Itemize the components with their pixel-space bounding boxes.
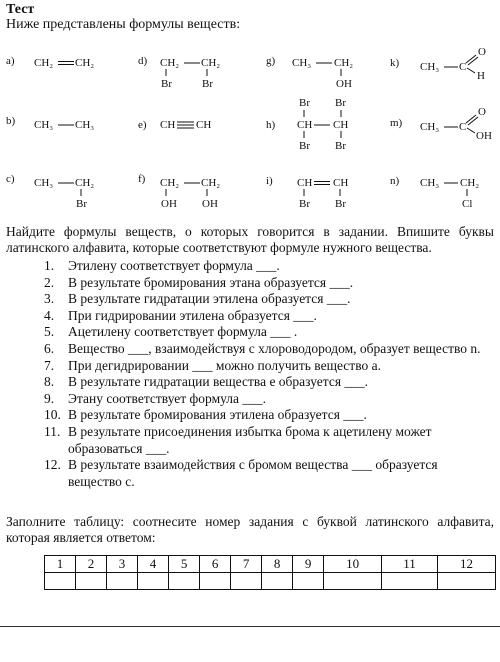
formula-group: Br <box>299 97 310 109</box>
table-header-cell: 8 <box>262 556 293 573</box>
formula-label: k) <box>390 57 400 69</box>
table-header-cell: 12 <box>438 556 496 573</box>
formula-k <box>390 46 486 82</box>
task-text: При дегидрировании ___ можно получить вещество a. <box>68 357 381 373</box>
task-number: 8. <box>44 374 55 390</box>
formula-group: Br <box>335 97 346 109</box>
formula-group: OH <box>336 78 352 90</box>
task-number: 7. <box>44 357 55 373</box>
formula-group: H <box>477 70 485 82</box>
table-header-cell: 4 <box>138 556 169 573</box>
formula-label: g) <box>266 55 276 67</box>
double-bond <box>468 117 478 125</box>
list-item <box>0 291 500 308</box>
table-answer-row <box>45 573 496 590</box>
formula-group: CH₂ <box>34 57 54 69</box>
formula-c <box>6 173 94 210</box>
formula-label: c) <box>6 173 15 185</box>
double-bond <box>468 57 478 65</box>
formula-group: CH₃ <box>292 57 312 69</box>
formula-label: d) <box>138 55 148 67</box>
formula-group: CH₂ <box>160 57 180 69</box>
task-number: 1. <box>44 258 55 273</box>
formula-group: Br <box>161 78 172 90</box>
task-number: 5. <box>44 324 55 340</box>
formula-d <box>138 55 220 90</box>
formula-group: CH₂ <box>75 57 95 69</box>
list-item <box>0 341 500 358</box>
list-item <box>0 275 500 292</box>
formula-group: CH₂ <box>460 177 480 189</box>
formula-group: Br <box>335 198 346 210</box>
answer-cell[interactable] <box>45 573 76 590</box>
answer-cell[interactable] <box>107 573 138 590</box>
task-number: 3. <box>44 291 55 307</box>
formula-label: n) <box>390 175 400 187</box>
formula-group: OH <box>202 198 218 210</box>
task-number: 2. <box>44 274 55 290</box>
table-instructions-text: Заполните таблицу: соотнесите номер задания с буквой латинского алфавита, которая является ответом: <box>6 514 494 545</box>
task-text: При гидрировании этилена образуется ___. <box>68 307 317 323</box>
table-header-cell: 7 <box>231 556 262 573</box>
formula-label: m) <box>390 117 403 129</box>
answer-cell[interactable] <box>382 573 438 590</box>
formula-group: CH₂ <box>334 57 354 69</box>
list-item <box>0 407 500 424</box>
list-item <box>0 424 500 457</box>
formula-grid <box>0 40 500 220</box>
task-list <box>0 258 500 490</box>
formula-group: Br <box>76 198 87 210</box>
list-item <box>0 391 500 408</box>
formula-group: Br <box>299 140 310 152</box>
task-text: В результате присоединения избытка брома к ацетилену может образоваться ___. <box>68 423 432 456</box>
table-header-cell: 11 <box>382 556 438 573</box>
task-number: 10. <box>44 407 61 423</box>
formula-b <box>6 115 94 131</box>
formula-group: CH₂ <box>160 177 180 189</box>
formula-group: OH <box>476 130 492 142</box>
page-subtitle: Ниже представлены формулы веществ: <box>6 17 241 32</box>
answer-cell[interactable] <box>324 573 382 590</box>
answer-table <box>44 555 496 590</box>
table-header-cell: 2 <box>76 556 107 573</box>
page-title: Тест <box>6 2 35 17</box>
formula-group: OH <box>161 198 177 210</box>
table-header-cell: 6 <box>200 556 231 573</box>
task-text: Этану соответствует формула ___. <box>68 390 266 406</box>
table-header-row <box>45 556 496 573</box>
answer-cell[interactable] <box>262 573 293 590</box>
formula-f <box>138 173 220 210</box>
formula-group: CH <box>297 119 313 131</box>
answer-cell[interactable] <box>169 573 200 590</box>
task-number: 11. <box>44 423 61 439</box>
task-number: 12. <box>44 457 61 473</box>
formula-group: CH₃ <box>420 61 440 73</box>
formula-group: CH₂ <box>201 57 221 69</box>
task-text: Вещество ___, взаимодействуя с хлороводородом, образует вещество n. <box>68 340 481 356</box>
formula-group: O <box>478 106 486 118</box>
list-item <box>0 374 500 391</box>
table-header-cell: 10 <box>324 556 382 573</box>
formula-group: CH₂ <box>75 177 95 189</box>
list-item <box>0 358 500 375</box>
table-header-cell: 1 <box>45 556 76 573</box>
formula-group: CH <box>333 119 349 131</box>
formula-m <box>390 106 492 142</box>
double-bond <box>466 115 476 123</box>
formula-group: CH <box>196 119 212 131</box>
formula-g <box>266 55 353 90</box>
single-bond <box>467 128 475 133</box>
double-bond <box>466 55 476 63</box>
formula-group: CH₃ <box>420 177 440 189</box>
formula-e <box>138 119 211 131</box>
answer-cell[interactable] <box>200 573 231 590</box>
task-text: В результате бромирования этана образуется ___. <box>68 274 354 290</box>
answer-cell[interactable] <box>438 573 496 590</box>
formula-group: Br <box>202 78 213 90</box>
list-item <box>0 324 500 341</box>
answer-cell[interactable] <box>138 573 169 590</box>
divider <box>0 626 500 627</box>
formula-n <box>390 175 479 210</box>
formula-group: C <box>459 61 467 73</box>
formula-label: h) <box>266 119 276 131</box>
formula-group: Br <box>335 140 346 152</box>
table-header-cell: 5 <box>169 556 200 573</box>
task-text: В результате гидратации этилена образуется ___. <box>68 291 351 307</box>
formula-group: CH₃ <box>34 177 54 189</box>
table-header-cell: 9 <box>293 556 324 573</box>
formula-group: Br <box>299 198 310 210</box>
formula-group: CH₂ <box>201 177 221 189</box>
task-text: Этилену соответствует формула ___. <box>68 258 280 273</box>
formula-label: i) <box>266 175 273 187</box>
answer-cell[interactable] <box>231 573 262 590</box>
list-item <box>0 457 500 490</box>
formula-group: CH <box>333 177 349 189</box>
formula-group: CH₃ <box>34 119 54 131</box>
formula-group: O <box>478 46 486 58</box>
task-number: 6. <box>44 340 55 356</box>
formula-label: e) <box>138 119 147 131</box>
task-text: Ацетилену соответствует формула ___ . <box>68 324 298 340</box>
formula-h <box>266 97 348 152</box>
formula-group: C <box>459 121 467 133</box>
task-text: В результате гидратации вещества e образуется ___. <box>68 374 369 390</box>
formula-i <box>266 175 348 210</box>
instructions-text: Найдите формулы веществ, о которых говорится в задании. Впишите буквы латинского алфавита, которые соответствуют формуле нужного вещества. <box>6 224 494 255</box>
formula-group: CH <box>297 177 313 189</box>
task-text: В результате бромирования этилена образуется ___. <box>68 407 367 423</box>
table-header-cell: 3 <box>107 556 138 573</box>
formula-group: Cl <box>462 198 473 210</box>
answer-cell[interactable] <box>76 573 107 590</box>
formula-group: CH₃ <box>420 121 440 133</box>
formula-label: a) <box>6 55 15 67</box>
formula-group: CH <box>160 119 176 131</box>
formula-label: f) <box>138 173 146 185</box>
formula-label: b) <box>6 115 16 127</box>
task-text: В результате взаимодействия с бромом вещества ___ образуется вещество c. <box>68 457 438 489</box>
formula-group: CH₃ <box>75 119 95 131</box>
list-item <box>0 308 500 325</box>
single-bond <box>467 68 475 73</box>
task-number: 4. <box>44 307 55 323</box>
task-number: 9. <box>44 390 55 406</box>
formula-a <box>6 55 94 69</box>
list-item <box>0 258 500 275</box>
answer-cell[interactable] <box>293 573 324 590</box>
